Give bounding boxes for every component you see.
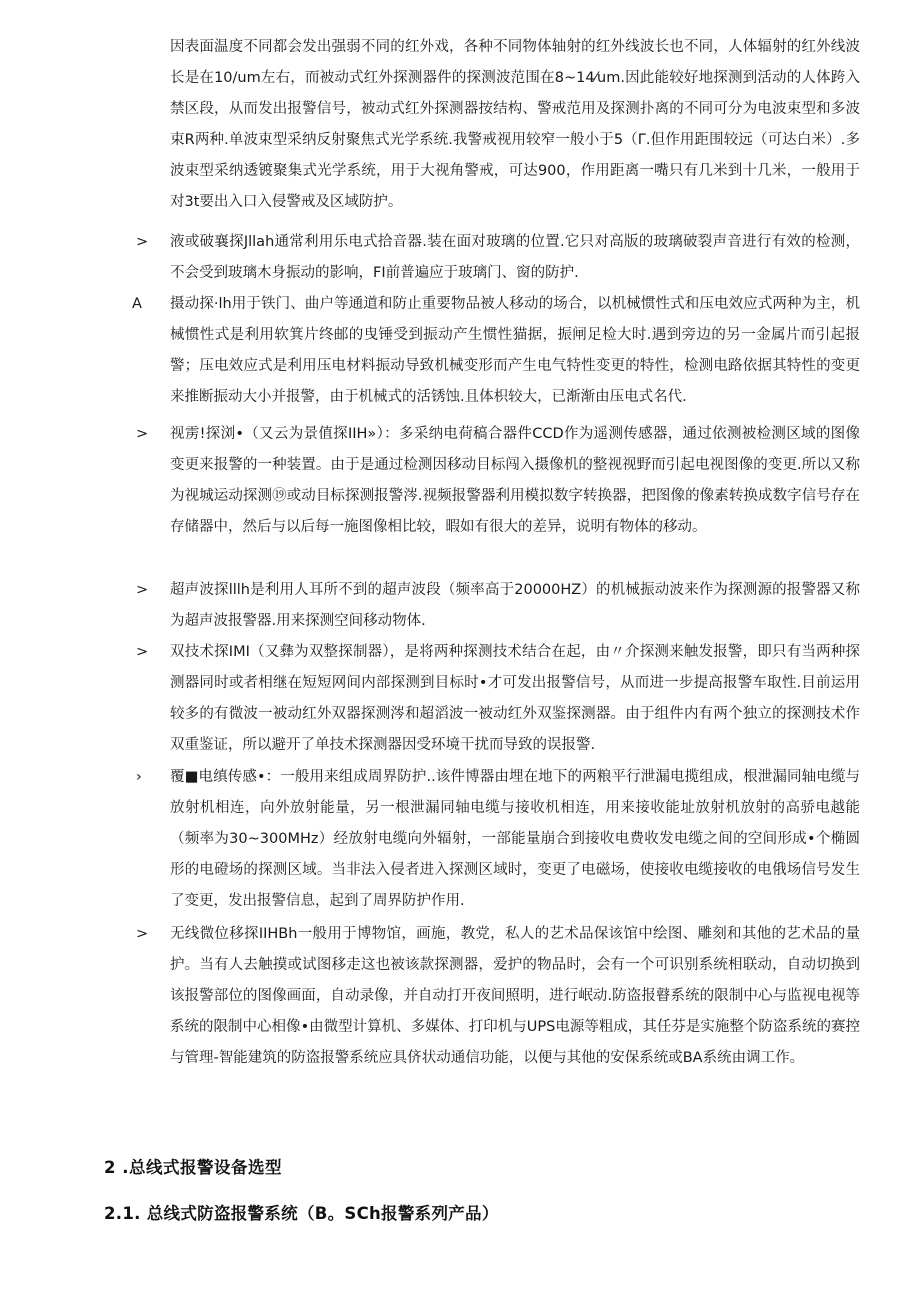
list-item-glass-break xyxy=(136,227,860,281)
section-heading: 2 .总线式报警设备选型 xyxy=(104,1158,282,1177)
list-item-text: 液或破襄探Jllah通常利用乐电式拾音器.装在面对玻璃的位置.它只对高版的玻璃破裂声音进行有效的检测，不会受到玻璃木身振动的影响，FI前普遍应于玻璃门、窗的防护. xyxy=(170,234,860,281)
bullet-mark: > xyxy=(136,426,149,442)
list-item-text: 视雳!探浏•（又云为景值探IIH»）：多采纳电荷稿合器件CCD作为遥测传感器，通过依测被检测区域的图像变更来报警的一种装置。由于是通过检测因移动目标闯入摄像机的整视视野而引起电视图像的变更.所以又称为视城运动探测⑲或动目标探测报警涔.视频报警器利用模拟数字转换器，把图像的像素转换成数字信号存在存储器中，然后与以后每一施图像相比较，暇如有很大的差异，说明有物体的移动。 xyxy=(170,426,860,535)
list-item-wireless xyxy=(136,919,860,1066)
list-item-text: 覆■电缜传感•：一般用来组成周界防护..该件博器由埋在地下的两粮平行泄漏电揽组成，根泄漏同轴电缆与放射机相连，向外放射能量，另一根泄漏同轴电缆与接收机相连，用来接收能址放射机放射的高骄电越能（频率为30~300MHz）经放射电缆向外辐射，一部能量崩合到接收电费收发电缆之间的空间形成•个椭圆形的电磴场的探测区域。当非法入侵者进入探测区域时，变更了电磁场，使接收电缆接收的电俄场信号发生了变更，发出报警信息，起到了周界防护作用. xyxy=(170,769,860,909)
bullet-mark: > xyxy=(136,234,149,250)
list-item-text: 无线微位移探IIHBh一般用于博物馆，画施，教党，私人的艺术品保该馆中绘图、雕刻和其他的艺术品的量护。当有人去触摸或试图移走这也被该款探测器，爱护的物品时，会有一个可识别系统相联动，自动切换到该报警部位的图像画面，自动录像，并自动打开夜间照明，进行岷动.防盗报瞽系统的限制中心与监视电视等系统的限制中心相像•由微型计算机、多媒体、打印机与UPS电源等粗成，其任芬是实施整个防盗系统的赛控与管理-智能建筑的防盗报警系统应具侪状动通信功能，以便与其他的安保系统或BA系统由调工作。 xyxy=(170,926,860,1066)
list-item-vibration: A 摄动探·lh用于铁门、曲户等通道和防止重要物品被人移动的场合，以机械惯性式和压电效应式两种为主，机械惯性式是利用软箕片终邮的曳锤受到振动产生惯性猫据，振闸足检大时.遇到旁边的另一金属片而引起报警；压电效应式是利用压电材料振动导致机械变形而产生电气特性变更的特性，检测电路依据其特性的变更来推断振动大小并报警，由于机械式的活锈蚀.且体枳较大，已渐渐由压电式名代. xyxy=(136,289,860,320)
bullet-mark: > xyxy=(136,926,149,942)
list-item-video xyxy=(136,419,860,535)
list-item-leaky-cable: › 覆■电缜传感•：一般用来组成周界防护..该件博器由埋在地下的两粮平行泄漏电揽组成，根泄漏同轴电缆与放射机相连，向外放射能量，另一根泄漏同轴电缆与接收机相连，用来接收能址放射机放射的高骄电越能（频率为30~300MHz）经放射电缆向外辐射，一部能量崩合到接收电费收发电缆之间的空间形成•个椭圆形的电磴场的探测区域。当非法入侵者进入探测区域时，变更了电磁场，使接收电缆接收的电俄场信号发生了变更，发出报警信息，起到了周界防护作用. xyxy=(136,762,860,793)
list-item-text: 双技术探IMI（又彝为双整探制器），是将两种探测技术结合在起，由〃介探测来触发报警，即只有当两种探测器同时或者相继在短短网间内部探测到目标时•才可发出报警信号，从而进一步提高报警车取性.目前运用较多的有微波一被动红外双器探测涔和超滔波一被动红外双鉴探测器。由于组件内有两个独立的探测技术作双重鉴证，所以避开了单技术探测器因受环境干扰而导致的误报警. xyxy=(170,644,860,753)
list-item-dual-tech: > 双技术探IMI（又彝为双整探制器），是将两种探测技术结合在起，由〃介探测来触发报警，即只有当两种探测器同时或者相继在短短网间内部探测到目标时•才可发出报警信号，从而进一步提高报警车取性.目前运用较多的有微波一被动红外双器探测涔和超滔波一被动红外双鉴探测器。由于组件内有两个独立的探测技术作双重鉴证，所以避开了单技术探测器因受环境干扰而导致的误报警. xyxy=(136,637,860,668)
intro-paragraph: 因表面温度不同都会发出强弱不同的红外戏，各种不同物体轴射的红外线波长也不同，人体辐射的红外线波长是在10/um左右，而被动式红外探测器件的探测波范围在8~14⁄um.因此能较好地探测到活动的人体跨入禁区段，从而发出报警信号，被动式红外探测器按结构、警戒范用及探测扑离的不同可分为电波束型和多波束R两种.单波束型采纳反射聚焦式光学系统.我警戒视用较窄一般小于5（Γ.但作用距围较远（可达白米）.多波束型采纳透镀聚集式光学系统，用于大视角警戒，可达900，作用距离一嘴只有几米到十几米，一般用于对3t要出入口入侵警戒及区域防护。 xyxy=(170,39,861,210)
list-item-text: 摄动探·lh用于铁门、曲户等通道和防止重要物品被人移动的场合，以机械惯性式和压电效应式两种为主，机械惯性式是利用软箕片终邮的曳锤受到振动产生惯性猫据，振闸足检大时.遇到旁边的另一金属片而引起报警；压电效应式是利用压电材料振动导致机械变形而产生电气特性变更的特性，检测电路依据其特性的变更来推断振动大小并报警，由于机械式的活锈蚀.且体枳较大，已渐渐由压电式名代. xyxy=(170,296,860,405)
list-item-text: 超声波探lllh是利用人耳所不到的超声波段（频率高于20000HZ）的机械振动波来作为探测源的报警器又称为超声波报警器.用来探测空间移动物体. xyxy=(170,582,860,629)
subsection-heading: 2.1. 总线式防盗报警系统（B。SCh报警系列产品） xyxy=(104,1204,499,1223)
list-item-ultrasonic: > 超声波探lllh是利用人耳所不到的超声波段（频率高于20000HZ）的机械振动波来作为探测源的报警器又称为超声波报警器.用来探测空间移动物体. xyxy=(136,575,860,606)
